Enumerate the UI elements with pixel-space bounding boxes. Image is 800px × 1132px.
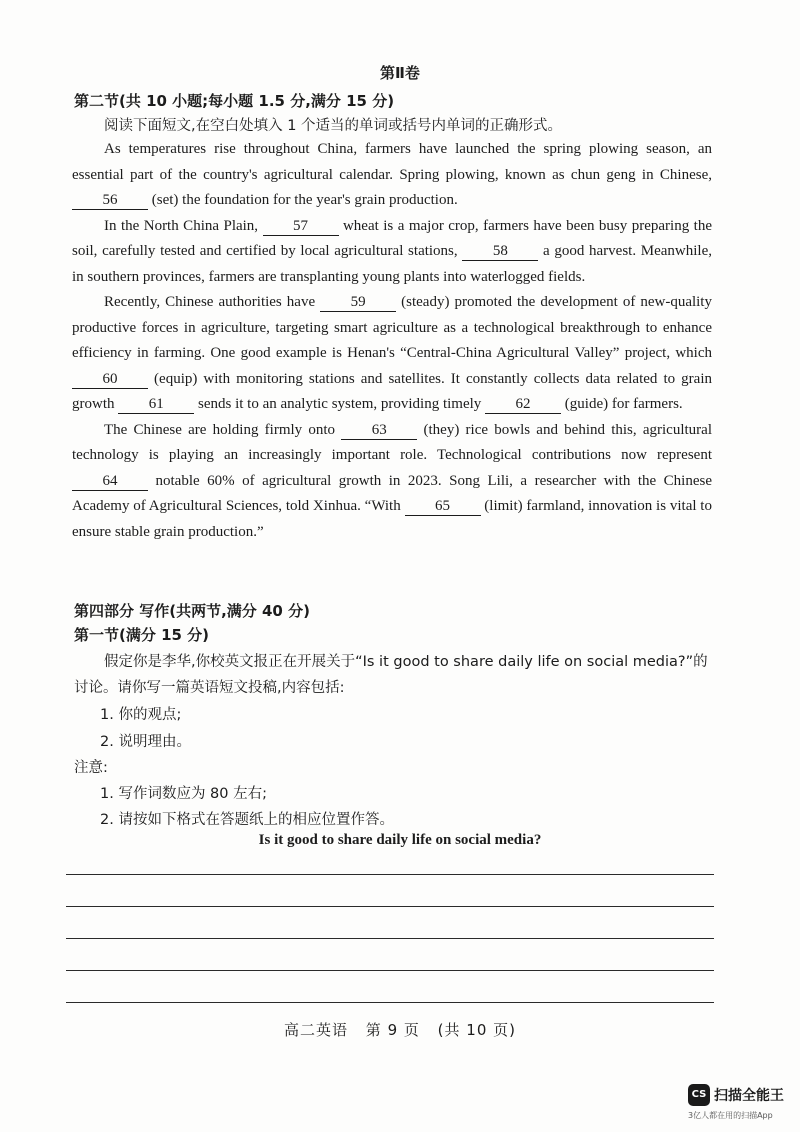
p4-text-c: notable 60% of agricultural growth in 2023. Song Lili, a researcher with the Chinese Academy of Agricultural Sciences, told Xinhua. “With <box>72 472 712 514</box>
p2-text-b: wheat is a major crop, farmers have been busy preparing the soil, carefully tested and certified by local agricultural stations, <box>72 217 712 259</box>
p4-text-d: (limit) farmland, innovation is vital to ensure stable grain production.” <box>72 498 712 540</box>
p4-text-a: The Chinese are holding firmly onto <box>104 421 342 438</box>
p3-text-c: (equip) with monitoring stations and satellites. It constantly collects data related to grain growth <box>72 370 712 412</box>
watermark-tagline: 3亿人都在用的扫描App <box>688 1111 773 1120</box>
section2-instruction: 阅读下面短文,在空白处填入 1 个适当的单词或括号内单词的正确形式。 <box>104 118 563 134</box>
volume-title: 第Ⅱ卷 <box>380 64 420 82</box>
blank-63: 63 <box>341 421 417 440</box>
part4-section1-heading: 第一节(满分 15 分) <box>74 626 210 644</box>
p3-text-e: (guide) for farmers. <box>561 396 683 412</box>
cloze-passage <box>72 137 712 545</box>
prompt-item-1: 1. 你的观点; <box>100 707 182 723</box>
answer-line <box>66 1002 714 1003</box>
essay-title: Is it good to share daily life on social media? <box>258 832 542 848</box>
answer-line <box>66 874 714 875</box>
paragraph-4 <box>72 418 712 546</box>
answer-line <box>66 970 714 971</box>
paragraph-3 <box>72 290 712 418</box>
watermark-name: 扫描全能王 <box>714 1088 784 1104</box>
p2-text-c: a good harvest. Meanwhile, in southern provinces, farmers are transplanting young plants into waterlogged fields. <box>72 243 713 285</box>
p1-text-b: (set) the foundation for the year's grain production. <box>148 192 458 208</box>
answer-line <box>66 906 714 907</box>
p1-text-a: As temperatures rise throughout China, farmers have launched the spring plowing season, an essential part of the country's agricultural calendar. Spring plowing, known as chun geng in Chinese, <box>72 141 712 183</box>
p4-text-b: (they) rice bowls and behind this, agricultural technology is playing an increasingly important role. Technological contributions now represent <box>72 421 712 463</box>
blank-56: 56 <box>72 191 148 210</box>
page-footer <box>0 1019 800 1040</box>
p3-text-a: Recently, Chinese authorities have <box>104 294 321 310</box>
paragraph-1 <box>72 137 712 214</box>
prompt-item-2: 2. 说明理由。 <box>100 734 191 750</box>
footer-page-number: 第 9 页 <box>365 1021 420 1039</box>
writing-prompt-line1: 假定你是李华,你校英文报正在开展关于“Is it good to share daily life on social media?”的 <box>104 654 708 670</box>
blank-58: 58 <box>462 242 538 261</box>
blank-65: 65 <box>405 497 481 516</box>
footer-total-pages: (共 10 页) <box>437 1021 516 1039</box>
writing-prompt-line2: 讨论。请你写一篇英语短文投稿,内容包括: <box>74 680 345 696</box>
blank-62: 62 <box>485 395 561 414</box>
note-2: 2. 请按如下格式在答题纸上的相应位置作答。 <box>100 812 394 828</box>
camscanner-logo-icon: CS <box>688 1084 710 1106</box>
part4-heading: 第四部分 写作(共两节,满分 40 分) <box>74 602 310 620</box>
blank-61: 61 <box>118 395 194 414</box>
answer-line <box>66 938 714 939</box>
p3-text-b: (steady) promoted the development of new-quality productive forces in agriculture, targeting smart agriculture as a technological breakthrough to enhance efficiency in farming. One good example is Henan's “Central-China Agricultural Valley” project, which <box>72 294 712 361</box>
note-1: 1. 写作词数应为 80 左右; <box>100 786 267 802</box>
paragraph-2 <box>72 214 712 291</box>
scanner-watermark <box>688 1084 800 1124</box>
notes-label: 注意: <box>74 760 108 776</box>
section2-heading: 第二节(共 10 小题;每小题 1.5 分,满分 15 分) <box>74 92 395 110</box>
footer-subject: 高二英语 <box>284 1021 349 1039</box>
blank-59: 59 <box>320 293 396 312</box>
p3-text-d: sends it to an analytic system, providing timely <box>194 396 486 412</box>
blank-60: 60 <box>72 370 148 389</box>
blank-64: 64 <box>72 472 148 491</box>
p2-text-a: In the North China Plain, <box>104 217 263 234</box>
blank-57: 57 <box>263 217 339 236</box>
